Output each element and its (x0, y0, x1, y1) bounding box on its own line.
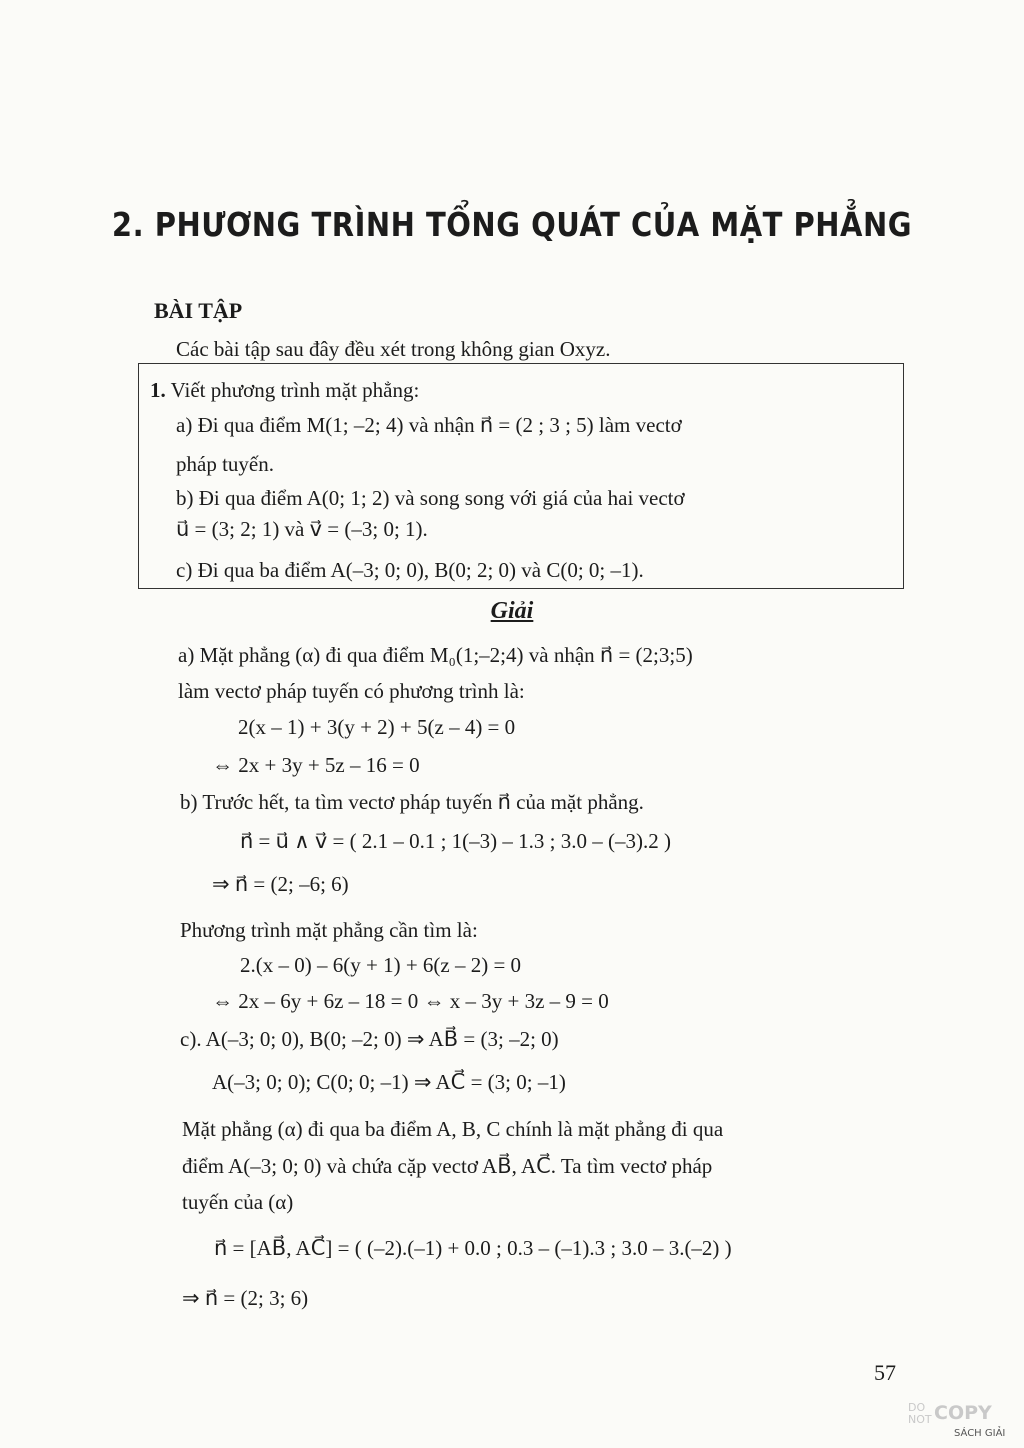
exercise-line: Viết phương trình mặt phẳng: (170, 378, 420, 402)
section-heading: BÀI TẬP (154, 298, 243, 323)
page-number: 57 (874, 1360, 896, 1385)
exercise-heading (150, 378, 419, 403)
watermark-brand: SÁCH GIẢI (954, 1428, 1006, 1439)
solution-line: n⃗ = [AB⃗, AC⃗] = ( (–2).(–1) + 0.0 ; 0.3 – (–1).3 ; 3.0 – 3.(–2) ) (214, 1236, 732, 1260)
exercise-line: a) Đi qua điểm M(1; –2; 4) và nhận n⃗ = (2 ; 3 ; 5) làm vectơ (176, 413, 682, 437)
solution-line: Mặt phẳng (α) đi qua ba điểm A, B, C chính là mặt phẳng đi qua (182, 1117, 724, 1141)
exercise-line: pháp tuyến. (176, 452, 274, 476)
page-title: 2. PHƯƠNG TRÌNH TỔNG QUÁT CỦA MẶT PHẲNG (111, 205, 913, 245)
watermark-text: DO NOT (908, 1401, 932, 1426)
solution-line: A(–3; 0; 0); C(0; 0; –1) ⇒ AC⃗ = (3; 0; –1) (212, 1070, 566, 1094)
solution-line: ⇔ 2x + 3y + 5z – 16 = 0 (212, 753, 420, 777)
solution-line: a) Mặt phẳng (α) đi qua điểm M₀(1;–2;4) và nhận n⃗ = (2;3;5) (178, 643, 693, 667)
exercise-line: u⃗ = (3; 2; 1) và v⃗ = (–3; 0; 1). (176, 517, 428, 541)
solution-line: Phương trình mặt phẳng cần tìm là: (180, 918, 478, 942)
solution-line: 2(x – 1) + 3(y + 2) + 5(z – 4) = 0 (238, 715, 516, 739)
solution-line: b) Trước hết, ta tìm vectơ pháp tuyến n⃗ của mặt phẳng. (180, 790, 644, 814)
solution-line: điểm A(–3; 0; 0) và chứa cặp vectơ AB⃗, AC⃗. Ta tìm vectơ pháp (182, 1154, 713, 1178)
watermark-logo (908, 1402, 1008, 1442)
solution-heading: Giải (490, 598, 534, 624)
watermark-copy: COPY (934, 1402, 992, 1424)
solution-line: 2.(x – 0) – 6(y + 1) + 6(z – 2) = 0 (240, 953, 522, 977)
exercise-line: b) Đi qua điểm A(0; 1; 2) và song song với giá của hai vectơ (176, 486, 685, 510)
intro-text: Các bài tập sau đây đều xét trong không gian Oxyz. (176, 337, 611, 361)
exercise-line: c) Đi qua ba điểm A(–3; 0; 0), B(0; 2; 0) và C(0; 0; –1). (176, 558, 644, 582)
exercise-number: 1. (150, 378, 166, 402)
solution-line: ⇔ 2x – 6y + 6z – 18 = 0 ⇔ x – 3y + 3z – 9 = 0 (212, 989, 609, 1013)
solution-line: n⃗ = u⃗ ∧ v⃗ = ( 2.1 – 0.1 ; 1(–3) – 1.3 ; 3.0 – (–3).2 ) (240, 829, 671, 853)
solution-line: c). A(–3; 0; 0), B(0; –2; 0) ⇒ AB⃗ = (3; –2; 0) (180, 1027, 559, 1051)
solution-line: ⇒ n⃗ = (2; –6; 6) (212, 872, 349, 896)
solution-line: làm vectơ pháp tuyến có phương trình là: (178, 679, 525, 703)
solution-line: tuyến của (α) (182, 1190, 294, 1214)
solution-line: ⇒ n⃗ = (2; 3; 6) (182, 1286, 309, 1310)
